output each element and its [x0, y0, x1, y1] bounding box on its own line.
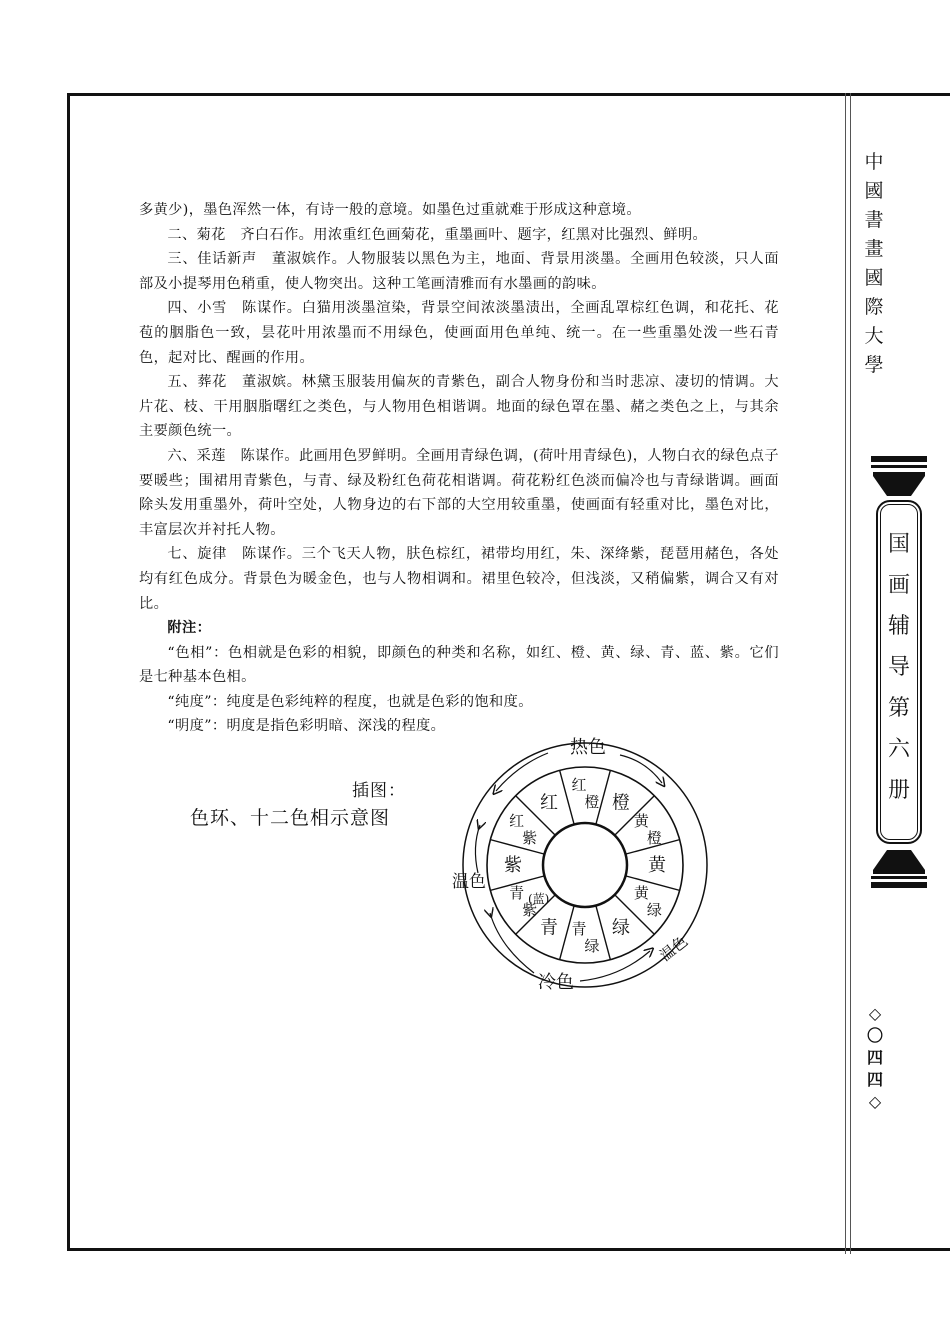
figure-caption: 色环、十二色相示意图 — [190, 807, 391, 829]
paragraph: 五、葬花 董淑嫔。林黛玉服装用偏灰的青紫色，副合人物身份和当时悲凉、凄切的情调。大片花、枝、干用胭脂曙红之类色，与人物用色相谐调。地面的绿色罩在墨、赭之类色之上，与其余主要颜色统一。 — [139, 374, 779, 440]
band — [871, 456, 927, 462]
hue-label-char: 橙 — [646, 829, 662, 847]
page-number-mark: ◇ — [868, 1004, 882, 1023]
hue-label-char: 橙 — [584, 793, 600, 811]
university-char: 大 — [864, 325, 884, 347]
blue-note: (蓝) — [528, 892, 550, 906]
university-char: 國 — [864, 267, 884, 289]
hue-label-char: 青 — [509, 884, 525, 902]
university-char: 中 — [864, 151, 884, 173]
arrow — [475, 825, 480, 873]
band-ornament — [871, 472, 927, 498]
hue-label-char: 绿 — [646, 901, 662, 919]
book-title-char: 册 — [887, 778, 910, 803]
warm-left-label: 温色 — [452, 872, 486, 892]
hue-label-char: 绿 — [584, 937, 600, 955]
color-wheel-diagram — [430, 725, 730, 1005]
book-title-char: 六 — [887, 737, 910, 762]
page-number-mark: 四 — [866, 1070, 883, 1089]
warm-right-label: 温色 — [656, 932, 692, 965]
hue-label-char: 绿 — [612, 917, 630, 939]
hue-label-char: 青 — [540, 917, 558, 939]
band — [871, 882, 927, 888]
hue-label-char: 紫 — [522, 901, 538, 919]
book-title-char: 国 — [887, 532, 910, 557]
paragraph: 七、旋律 陈谋作。三个飞天人物，肤色棕红，裙带均用红，朱、深绛紫，琵琶用赭色，各处均有红色成分。背景色为暖金色，也与人物相调和。裙里色较冷，但浅淡，又稍偏紫，调合又有对比。 — [139, 546, 779, 612]
paragraph: 二、菊花 齐白石作。用浓重红色画菊花，重墨画叶、题字，红黑对比强烈、鲜明。 — [167, 226, 708, 243]
page-number-mark: ◇ — [868, 1092, 882, 1111]
university-title — [860, 148, 888, 380]
book-title-char: 画 — [887, 573, 910, 598]
university-char: 國 — [864, 180, 884, 202]
notes-heading: 附注： — [167, 620, 212, 637]
hue-label-char: 红 — [509, 812, 525, 830]
page-number — [862, 1003, 888, 1113]
university-char: 書 — [864, 209, 884, 231]
hue-label-char: 青 — [571, 920, 587, 938]
arrow — [496, 753, 548, 791]
wheel-hub — [543, 823, 627, 907]
hue-label-char: 黄 — [633, 884, 649, 902]
hue-label-char: 紫 — [504, 855, 522, 876]
margin-rule — [850, 93, 851, 1254]
book-title-char: 辅 — [887, 614, 910, 639]
university-char: 畫 — [864, 238, 884, 260]
paragraph: 三、佳话新声 董淑嫔作。人物服装以黑色为主，地面、背景用淡墨。全画用色较淡，只人面部及小提琴用色稍重，使人物突出。这种工笔画清雅而有水墨画的韵味。 — [139, 251, 779, 292]
warm-top-label: 热色 — [570, 737, 606, 758]
book-title-char: 第 — [887, 696, 910, 721]
note-item: “色相”：色相就是色彩的相貌，即颜色的种类和名称，如红、橙、黄、绿、青、蓝、紫。它们是七种基本色相。 — [139, 644, 779, 686]
arrow — [580, 951, 650, 981]
university-char: 學 — [864, 354, 884, 376]
hue-label-char: 黄 — [648, 855, 666, 876]
note-item: “纯度”：纯度是色彩纯粹的程度，也就是色彩的饱和度。 — [167, 693, 533, 710]
hue-label-char: 黄 — [633, 812, 649, 830]
margin-rule — [845, 93, 846, 1254]
arrow — [620, 755, 662, 783]
figure-label: 插图： — [352, 781, 406, 801]
book-title — [876, 524, 922, 811]
paragraph: 四、小雪 陈谋作。白猫用淡墨渲染，背景空间浓淡墨渍出，全画乱罩棕红色调，和花托、花苞的胭脂色一致，昙花叶用浓墨而不用绿色，使画面用色单纯、统一。在一些重墨处泼一些石青色，起对比、醒画的作用。 — [139, 300, 779, 366]
page-number-mark: 〇 — [866, 1026, 883, 1045]
hue-label-char: 红 — [540, 792, 558, 814]
paragraph: 六、采莲 陈谋作。此画用色罗鲜明。全画用青绿色调，(荷叶用青绿色)，人物白衣的绿色点子要暖些；围裙用青紫色，与青、绿及粉红色荷花相谐调。荷花粉红色淡而偏冷也与青绿谐调。画面除头发用重墨外，荷叶空处，人物身边的右下部的大空用较重墨，使画面有轻重对比，墨色对比，丰富层次并衬托人物。 — [139, 447, 779, 538]
paragraph: 多黄少)，墨色浑然一体，有诗一般的意境。如墨色过重就难于形成这种意境。 — [139, 202, 641, 218]
note-item: “明度”：明度是指色彩明暗、深浅的程度。 — [167, 718, 446, 735]
band — [871, 876, 927, 879]
university-char: 際 — [864, 296, 884, 318]
body-text — [139, 198, 779, 739]
book-title-char: 导 — [887, 655, 910, 680]
band-ornament — [871, 848, 927, 874]
hue-label-char: 红 — [571, 776, 587, 794]
hue-label-char: 紫 — [522, 829, 538, 847]
hue-label-char: 橙 — [612, 792, 630, 814]
band — [871, 465, 927, 468]
cool-bottom-label: 冷色 — [538, 972, 574, 993]
page-number-mark: 四 — [866, 1048, 883, 1067]
